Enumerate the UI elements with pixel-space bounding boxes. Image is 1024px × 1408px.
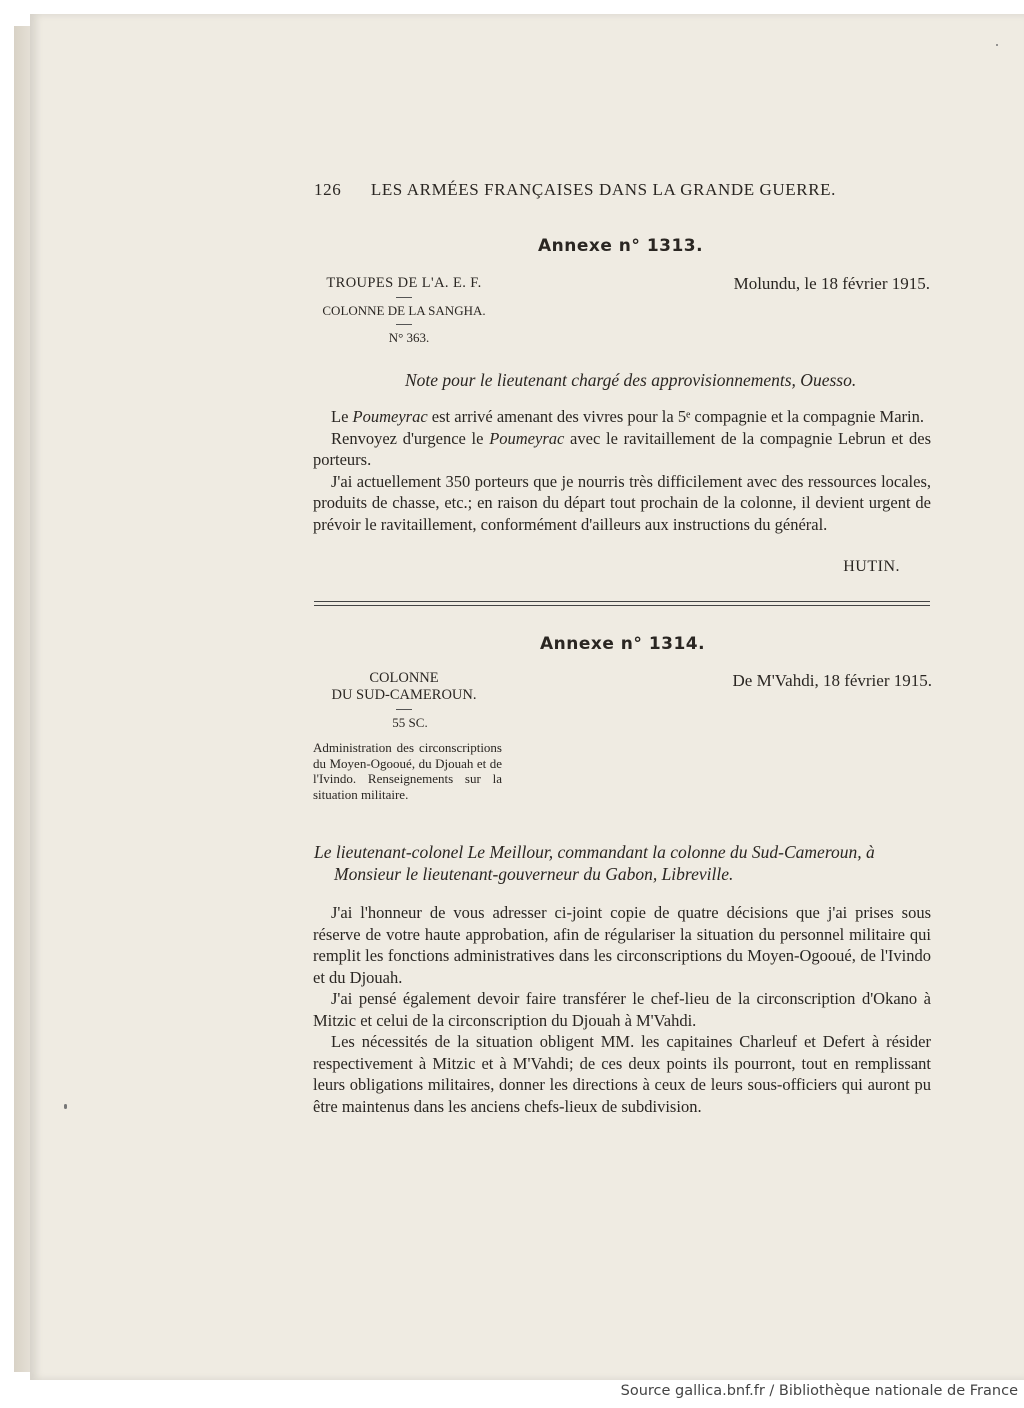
scanned-page bbox=[30, 14, 1024, 1380]
annexe-1314-heading-line2: Monsieur le lieutenant-gouverneur du Gabon, Libreville. bbox=[334, 864, 734, 884]
ship-name: Poumeyrac bbox=[489, 428, 565, 448]
section-divider bbox=[314, 601, 930, 606]
unit-separator bbox=[396, 297, 412, 298]
paragraph-text: Le bbox=[331, 407, 353, 426]
paragraph-text: avec le ravitaillement de la compagnie Lebrun et des porteurs. bbox=[313, 428, 931, 469]
ship-name: Poumeyrac bbox=[352, 407, 428, 426]
annexe-1314-unit-line2: DU SUD-CAMEROUN. bbox=[331, 687, 477, 703]
annexe-1314-summary bbox=[313, 740, 502, 802]
scan-speck bbox=[64, 1104, 67, 1109]
annexe-1313-unit-line1: TROUPES DE L'A. E. F. bbox=[326, 275, 482, 291]
running-title: LES ARMÉES FRANÇAISES DANS LA GRANDE GUERRE. bbox=[370, 180, 836, 199]
unit-separator bbox=[396, 709, 412, 710]
annexe-1313-unit-block bbox=[314, 275, 494, 346]
annexe-1313-number: N° 363. bbox=[388, 330, 430, 345]
annexe-1313-paragraph-2 bbox=[313, 428, 931, 471]
annexe-1314-body bbox=[313, 902, 931, 1117]
source-attribution: Source gallica.bnf.fr / Bibliothèque nationale de France bbox=[620, 1383, 1018, 1399]
paragraph-text: est arrivé amenant des vivres pour la 5ᵉ compagnie et la compagnie Marin. bbox=[427, 407, 924, 426]
annexe-1314-place-date: De M'Vahdi, 18 février 1915. bbox=[732, 671, 932, 690]
annexe-1314-unit-block bbox=[314, 670, 494, 731]
scan-speck bbox=[996, 44, 998, 46]
annexe-1313-title: Annexe n° 1313. bbox=[538, 236, 704, 256]
running-head bbox=[314, 180, 836, 200]
annexe-1313-unit-line2: COLONNE DE LA SANGHA. bbox=[322, 303, 486, 318]
annexe-1314-paragraph-2: J'ai pensé également devoir faire transférer le chef-lieu de la circonscription d'Okano à Mitzic et celui de la circonscription du Djouah à M'Vahdi. bbox=[313, 989, 931, 1030]
annexe-1313-signature: HUTIN. bbox=[843, 558, 900, 575]
page-number: 126 bbox=[314, 180, 342, 199]
annexe-1313-heading: Note pour le lieutenant chargé des approvisionnements, Ouesso. bbox=[405, 370, 857, 390]
unit-separator bbox=[396, 324, 412, 325]
annexe-1313-place-date: Molundu, le 18 février 1915. bbox=[733, 274, 930, 293]
annexe-1314-title: Annexe n° 1314. bbox=[540, 634, 706, 654]
paragraph-text: Renvoyez d'urgence le bbox=[331, 428, 490, 448]
annexe-1313-paragraph-1 bbox=[313, 406, 931, 428]
annexe-1314-unit-line1: COLONNE bbox=[369, 670, 439, 686]
annexe-1314-heading-line1: Le lieutenant-colonel Le Meillour, commandant la colonne du Sud-Cameroun, à bbox=[314, 842, 875, 862]
annexe-1313-body bbox=[313, 406, 931, 535]
annexe-1313-paragraph-3: J'ai actuellement 350 porteurs que je nourris très difficilement avec des ressources locales, produits de chasse, etc.; en raison du départ tout prochain de la colonne, il devient urgent de prévoir le ravitaillement, conformément d'ailleurs aux instructions du général. bbox=[313, 471, 931, 534]
annexe-1314-paragraph-1: J'ai l'honneur de vous adresser ci-joint copie de quatre décisions que j'ai prises sous réserve de votre haute approbation, afin de régulariser la situation du personnel militaire qui remplit les fonctions administratives dans les circonscriptions du Moyen-Ogooué, de l'Ivindo et du Djouah. bbox=[313, 903, 931, 987]
summary-text: Administration des circonscriptions du Moyen-Ogooué, du Djouah et de l'Ivindo. Renseignements sur la situation militaire. bbox=[313, 740, 502, 802]
annexe-1314-number: 55 SC. bbox=[392, 715, 428, 730]
annexe-1314-paragraph-3: Les nécessités de la situation obligent MM. les capitaines Charleuf et Defert à résider respectivement à Mitzic et à M'Vahdi; de ces deux points ils pourront, tout en remplissant leurs obligations militaires, donner les directions à ceux de leurs sous-officiers qui auront pu être maintenus dans les anciens chefs-lieux de subdivision. bbox=[313, 1032, 931, 1116]
